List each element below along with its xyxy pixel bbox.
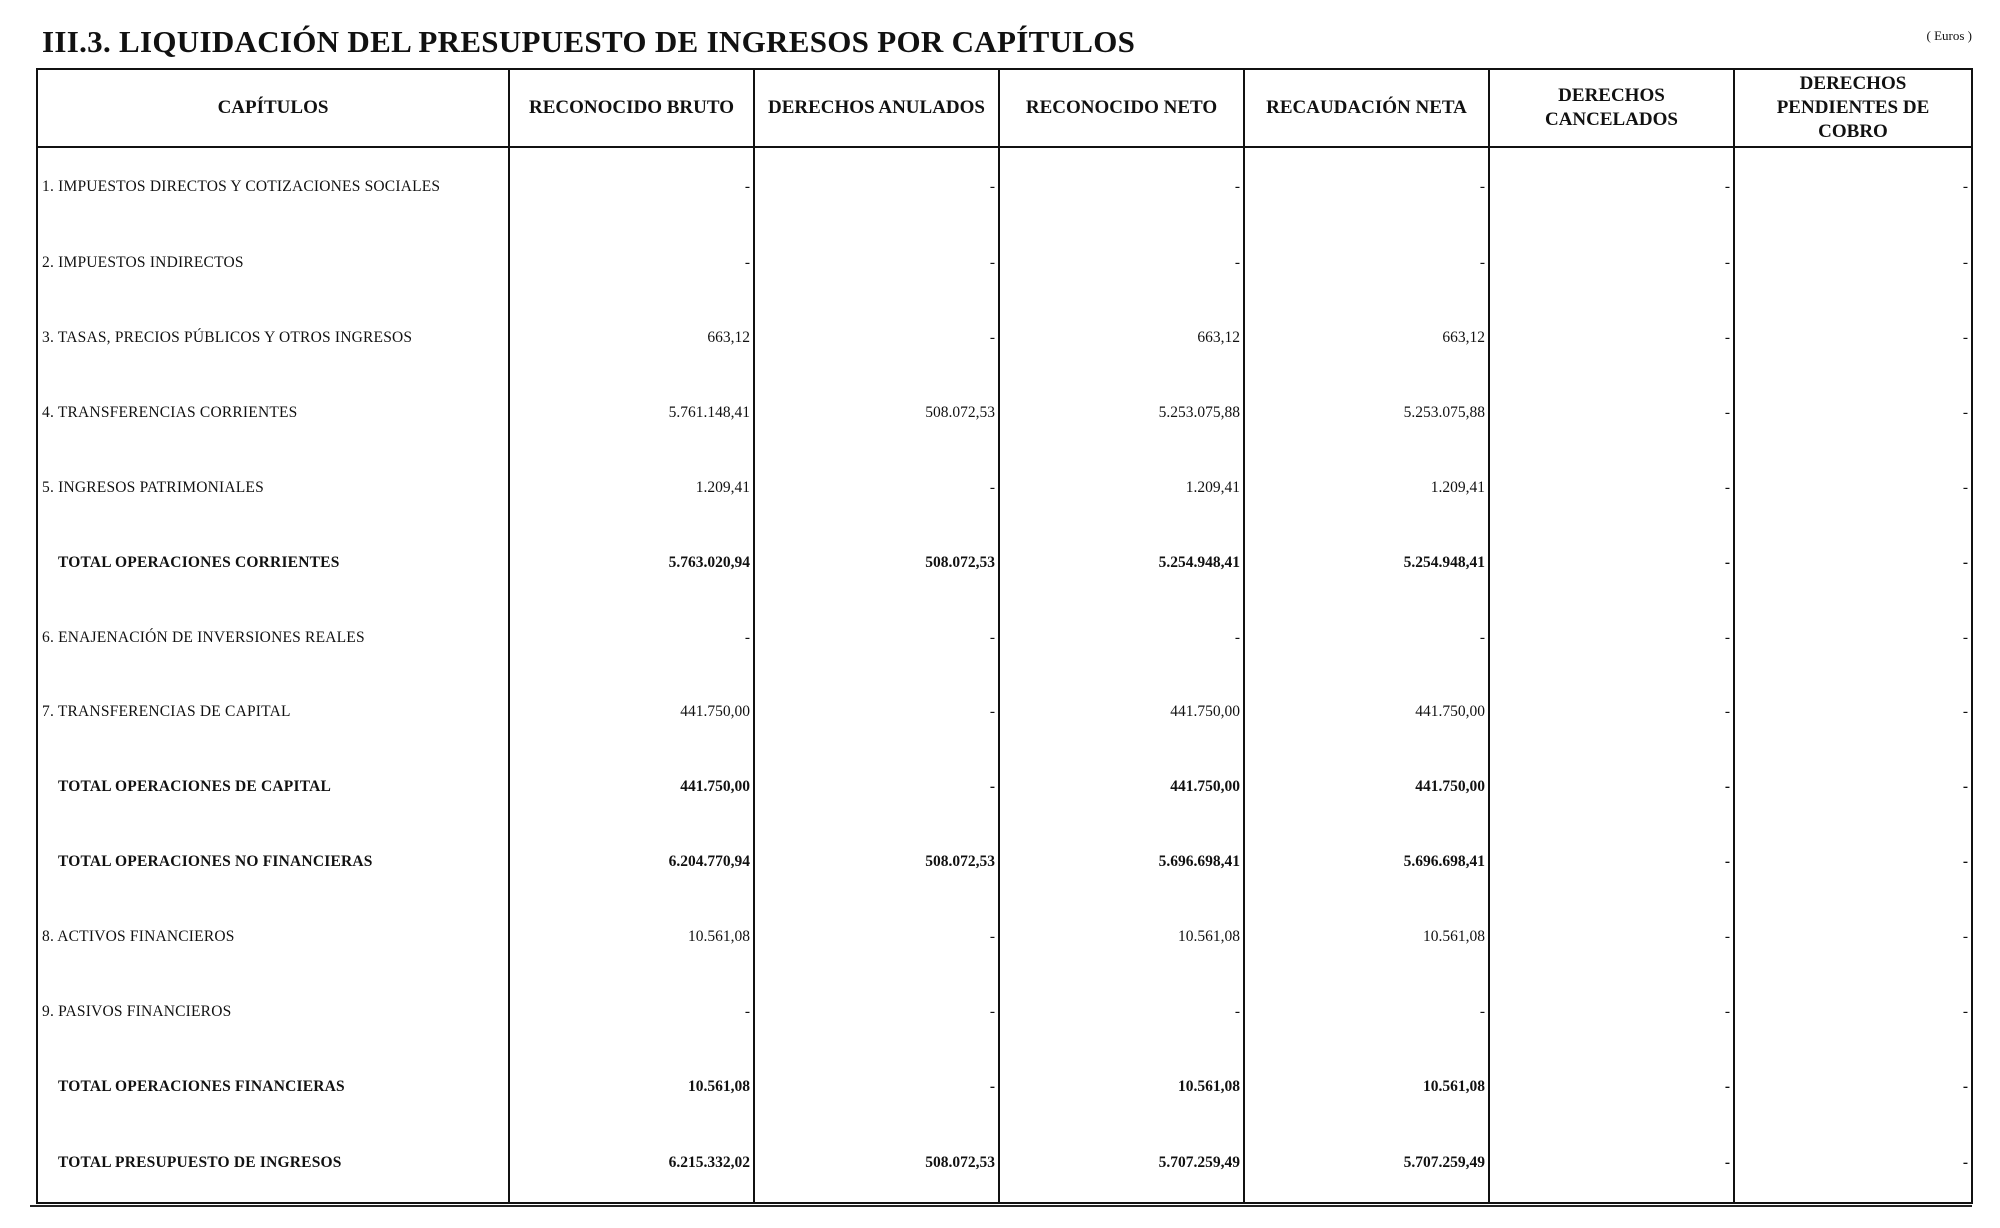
cell-derechos-anulados: - [754,226,999,301]
table-row [37,600,1972,675]
column-header-recaudacion-neta: RECAUDACIÓN NETA [1244,69,1489,147]
page-title: III.3. LIQUIDACIÓN DEL PRESUPUESTO DE INGRESOS POR CAPÍTULOS [42,24,1136,59]
cell-reconocido-neto: 441.750,00 [999,675,1244,750]
cell-derechos-anulados: - [754,899,999,974]
cell-recaudacion-neta: 441.750,00 [1244,750,1489,825]
cell-reconocido-neto: - [999,226,1244,301]
cell-derechos-pendientes: - [1734,450,1972,525]
cell-recaudacion-neta: 1.209,41 [1244,450,1489,525]
cell-derechos-pendientes: - [1734,226,1972,301]
column-header-derechos-anulados: DERECHOS ANULADOS [754,69,999,147]
cell-derechos-anulados: 508.072,53 [754,525,999,600]
column-header-capitulos: CAPÍTULOS [37,69,509,147]
row-label: 2. IMPUESTOS INDIRECTOS [37,226,509,301]
cell-reconocido-bruto: - [509,147,754,226]
column-header-derechos-pendientes: DERECHOS PENDIENTES DE COBRO [1734,69,1972,147]
cell-reconocido-neto: 10.561,08 [999,899,1244,974]
cell-recaudacion-neta: 5.696.698,41 [1244,825,1489,900]
total-row [37,825,1972,900]
cell-derechos-cancelados: - [1489,675,1734,750]
cell-derechos-cancelados: - [1489,825,1734,900]
cell-recaudacion-neta: 10.561,08 [1244,1049,1489,1124]
row-label: 1. IMPUESTOS DIRECTOS Y COTIZACIONES SOCIALES [37,147,509,226]
cell-derechos-pendientes: - [1734,525,1972,600]
cell-derechos-cancelados: - [1489,1124,1734,1203]
cell-reconocido-neto: 5.707.259,49 [999,1124,1244,1203]
cell-derechos-anulados: - [754,147,999,226]
cell-derechos-pendientes: - [1734,899,1972,974]
cell-derechos-anulados: 508.072,53 [754,376,999,451]
total-row [37,750,1972,825]
cell-derechos-anulados: 508.072,53 [754,825,999,900]
cell-reconocido-bruto: 441.750,00 [509,750,754,825]
table-row [37,675,1972,750]
cell-reconocido-bruto: 5.761.148,41 [509,376,754,451]
cell-derechos-cancelados: - [1489,750,1734,825]
cell-recaudacion-neta: 5.254.948,41 [1244,525,1489,600]
cell-reconocido-bruto: 10.561,08 [509,899,754,974]
cell-derechos-pendientes: - [1734,376,1972,451]
cell-reconocido-bruto: 1.209,41 [509,450,754,525]
cell-derechos-pendientes: - [1734,675,1972,750]
cell-reconocido-bruto: 663,12 [509,301,754,376]
cell-reconocido-bruto: 6.204.770,94 [509,825,754,900]
cell-derechos-anulados: - [754,675,999,750]
cell-derechos-cancelados: - [1489,899,1734,974]
cell-derechos-pendientes: - [1734,1124,1972,1203]
cell-reconocido-bruto: - [509,600,754,675]
cell-derechos-cancelados: - [1489,1049,1734,1124]
cell-derechos-cancelados: - [1489,226,1734,301]
cell-derechos-anulados: - [754,301,999,376]
units-label: ( Euros ) [1926,28,1972,43]
table-row [37,376,1972,451]
cell-recaudacion-neta: - [1244,226,1489,301]
cell-reconocido-neto: 5.696.698,41 [999,825,1244,900]
cell-derechos-pendientes: - [1734,600,1972,675]
table-row [37,301,1972,376]
row-label: TOTAL PRESUPUESTO DE INGRESOS [37,1124,509,1203]
table-row [37,450,1972,525]
row-label: TOTAL OPERACIONES NO FINANCIERAS [37,825,509,900]
cell-derechos-pendientes: - [1734,974,1972,1049]
cell-derechos-anulados: - [754,1049,999,1124]
cell-derechos-pendientes: - [1734,147,1972,226]
cell-reconocido-neto: 5.253.075,88 [999,376,1244,451]
header-row [37,69,1972,147]
cell-recaudacion-neta: - [1244,147,1489,226]
cell-reconocido-neto: 1.209,41 [999,450,1244,525]
total-row [37,1049,1972,1124]
cell-reconocido-neto: 5.254.948,41 [999,525,1244,600]
column-header-derechos-cancelados: DERECHOS CANCELADOS [1489,69,1734,147]
cell-derechos-cancelados: - [1489,450,1734,525]
cell-derechos-pendientes: - [1734,825,1972,900]
cell-reconocido-neto: - [999,600,1244,675]
row-label: 4. TRANSFERENCIAS CORRIENTES [37,376,509,451]
cell-reconocido-bruto: - [509,974,754,1049]
cell-derechos-cancelados: - [1489,600,1734,675]
cell-derechos-cancelados: - [1489,301,1734,376]
row-label: 9. PASIVOS FINANCIEROS [37,974,509,1049]
cell-derechos-pendientes: - [1734,301,1972,376]
row-label: 6. ENAJENACIÓN DE INVERSIONES REALES [37,600,509,675]
cell-reconocido-neto: 10.561,08 [999,1049,1244,1124]
grand-total-row [37,1124,1972,1203]
cell-derechos-anulados: 508.072,53 [754,1124,999,1203]
cell-reconocido-bruto: 5.763.020,94 [509,525,754,600]
cell-reconocido-neto: - [999,974,1244,1049]
cell-derechos-cancelados: - [1489,974,1734,1049]
cell-derechos-anulados: - [754,600,999,675]
cell-reconocido-bruto: - [509,226,754,301]
row-label: 3. TASAS, PRECIOS PÚBLICOS Y OTROS INGRESOS [37,301,509,376]
bottom-rule [30,1205,1972,1207]
cell-reconocido-neto: - [999,147,1244,226]
cell-recaudacion-neta: 441.750,00 [1244,675,1489,750]
cell-reconocido-bruto: 10.561,08 [509,1049,754,1124]
cell-recaudacion-neta: 5.253.075,88 [1244,376,1489,451]
row-label: TOTAL OPERACIONES DE CAPITAL [37,750,509,825]
row-label: TOTAL OPERACIONES FINANCIERAS [37,1049,509,1124]
row-label: 7. TRANSFERENCIAS DE CAPITAL [37,675,509,750]
column-header-reconocido-bruto: RECONOCIDO BRUTO [509,69,754,147]
table-row [37,226,1972,301]
cell-derechos-cancelados: - [1489,525,1734,600]
cell-derechos-anulados: - [754,450,999,525]
table-row [37,899,1972,974]
row-label: TOTAL OPERACIONES CORRIENTES [37,525,509,600]
cell-derechos-anulados: - [754,974,999,1049]
cell-reconocido-neto: 663,12 [999,301,1244,376]
table-row [37,974,1972,1049]
budget-table [36,68,1973,1204]
table-row [37,147,1972,226]
cell-recaudacion-neta: - [1244,974,1489,1049]
cell-derechos-pendientes: - [1734,1049,1972,1124]
row-label: 8. ACTIVOS FINANCIEROS [37,899,509,974]
cell-derechos-anulados: - [754,750,999,825]
cell-reconocido-bruto: 6.215.332,02 [509,1124,754,1203]
cell-derechos-cancelados: - [1489,376,1734,451]
cell-recaudacion-neta: 663,12 [1244,301,1489,376]
cell-recaudacion-neta: 5.707.259,49 [1244,1124,1489,1203]
column-header-reconocido-neto: RECONOCIDO NETO [999,69,1244,147]
row-label: 5. INGRESOS PATRIMONIALES [37,450,509,525]
cell-recaudacion-neta: - [1244,600,1489,675]
cell-derechos-cancelados: - [1489,147,1734,226]
cell-derechos-pendientes: - [1734,750,1972,825]
cell-recaudacion-neta: 10.561,08 [1244,899,1489,974]
cell-reconocido-bruto: 441.750,00 [509,675,754,750]
total-row [37,525,1972,600]
cell-reconocido-neto: 441.750,00 [999,750,1244,825]
